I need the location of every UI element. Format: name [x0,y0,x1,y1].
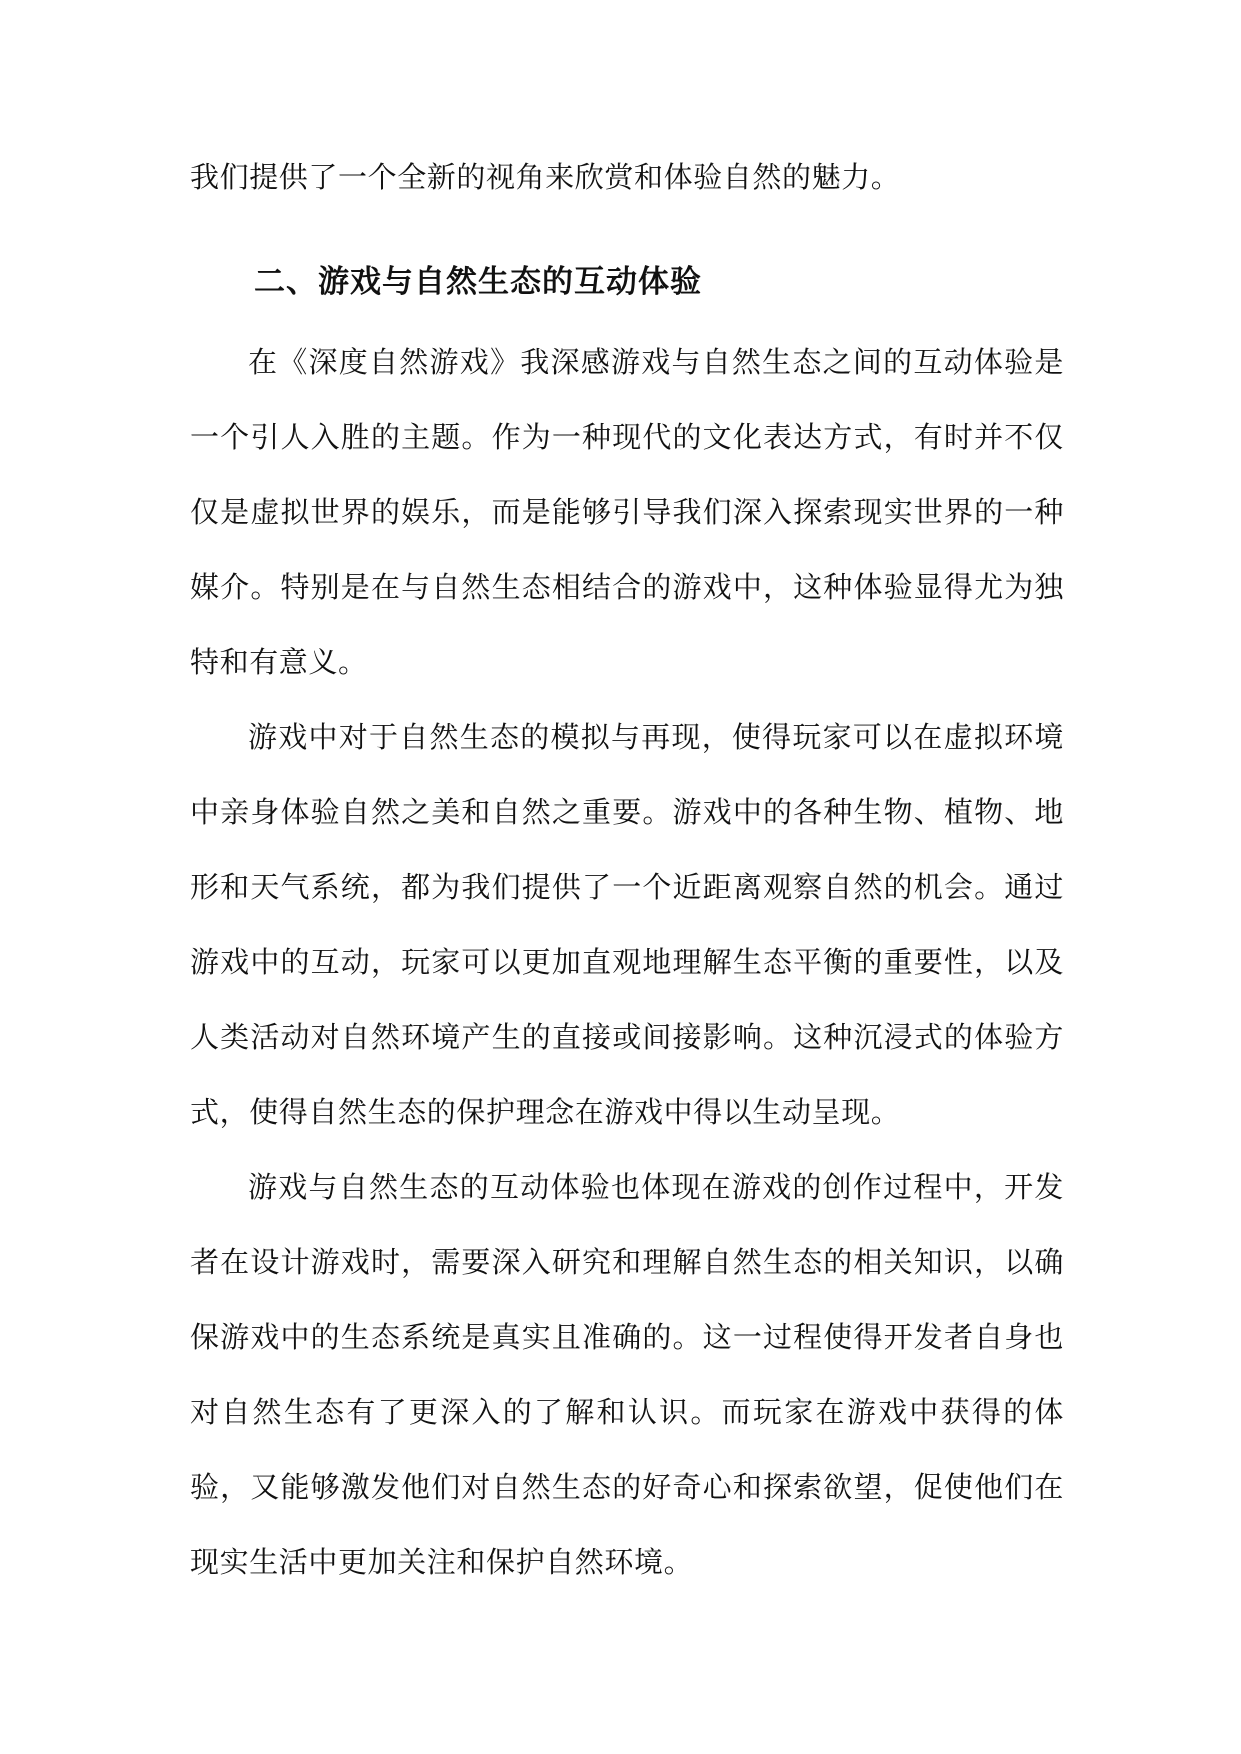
body-paragraph-3: 游戏与自然生态的互动体验也体现在游戏的创作过程中，开发者在设计游戏时，需要深入研究和理解自然生态的相关知识，以确保游戏中的生态系统是真实且准确的。这一过程使得开发者自身也对自然生态有了更深入的了解和认识。而玩家在游戏中获得的体验，又能够激发他们对自然生态的好奇心和探索欲望，促使他们在现实生活中更加关注和保护自然环境。 [190,1170,1064,1579]
body-paragraph-2: 游戏中对于自然生态的模拟与再现，使得玩家可以在虚拟环境中亲身体验自然之美和自然之重要。游戏中的各种生物、植物、地形和天气系统，都为我们提供了一个近距离观察自然的机会。通过游戏中的互动，玩家可以更加直观地理解生态平衡的重要性，以及人类活动对自然环境产生的直接或间接影响。这种沉浸式的体验方式，使得自然生态的保护理念在游戏中得以生动呈现。 [190,720,1064,1129]
body-paragraph-1: 在《深度自然游戏》我深感游戏与自然生态之间的互动体验是一个引人入胜的主题。作为一种现代的文化表达方式，有时并不仅仅是虚拟世界的娱乐，而是能够引导我们深入探索现实世界的一种媒介。特别是在与自然生态相结合的游戏中，这种体验显得尤为独特和有意义。 [190,345,1064,679]
continued-paragraph: 我们提供了一个全新的视角来欣赏和体验自然的魅力。 [190,160,901,194]
section-heading: 二、游戏与自然生态的互动体验 [254,264,702,300]
document-body [190,140,1064,1600]
